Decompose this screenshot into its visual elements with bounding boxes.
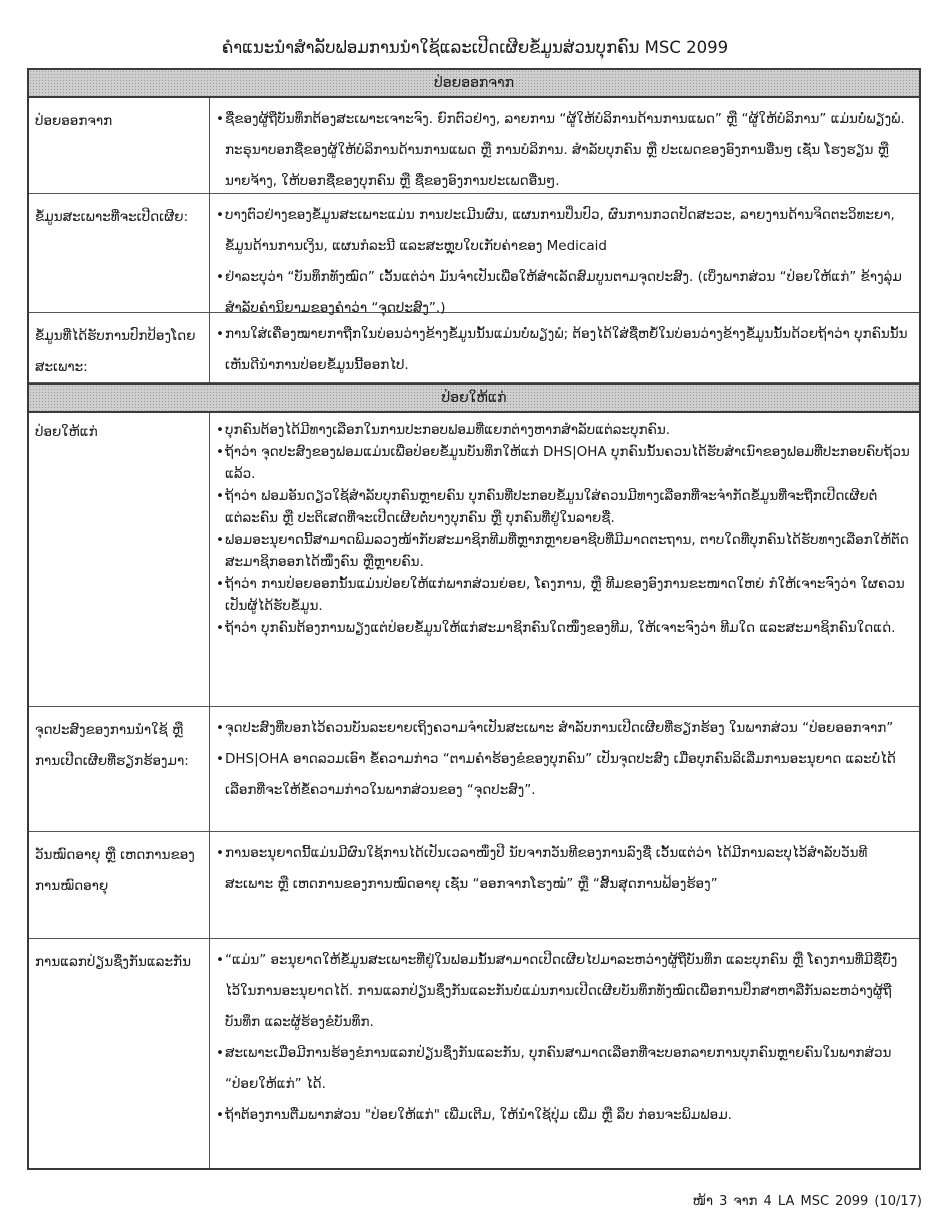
bullet-item: • ຖ້າວ່າ ຟອມອັນດຽວໃຊ້ສຳລັບບຸກຄົນຫຼາຍຄົນ ບຸກຄົນທີ່ປະກອບຂໍ້ມູນໃສ່ຄວນມີທາງເລືອກທີ່ຈະຈຳກັດຂໍ້ມູນທີ່ຈະຖືກເປີດເຜີຍຕໍ່ແຕ່ລະຄົນ ຫຼື ປະຕິເສດທີ່ຈະເປີດເຜີຍຕໍ່ບາງບຸກຄົນ ຫຼື ບຸກຄົນທີ່ຢູ່ໃນລາຍຊື່. — [216, 485, 911, 529]
section-header-release-from: ປ່ອຍອອກຈາກ — [29, 70, 919, 98]
row-body — [210, 413, 919, 706]
row-body — [210, 98, 919, 193]
row-protected-info — [29, 313, 919, 383]
bullet-item: • ການອະນຸຍາດນີ້ແມ່ນມີຜົນໃຊ້ການໄດ້ເປັນເວລາໜຶ່ງປີ ນັບຈາກວັນທີຂອງການລົງຊື່ ເວັ້ນແຕ່ວ່າ ໄດ້ມີການລະບຸໄວ້ສຳລັບວັນທີສະເພາະ ຫຼື ເຫດການຂອງການໝົດອາຍຸ ເຊັ່ນ “ອອກຈາກໂຮງໝໍ” ຫຼື “ສິ້ນສຸດການຟ້ອງຮ້ອງ” — [216, 838, 911, 900]
bullet-item: • ຈຸດປະສົງທີ່ບອກໄວ້ຄວນບັນລະຍາຍເຖິງຄວາມຈຳເປັນສະເພາະ ສຳລັບການເປີດເຜີຍທີ່ຮຽກຮ້ອງ ໃນພາກສ່ວນ “ປ່ອຍອອກຈາກ” — [216, 713, 911, 744]
instructions-table — [27, 68, 921, 1170]
bullet-item: • “ແມ່ນ” ອະນຸຍາດໃຫ້ຂໍ້ມູນສະເພາະທີ່ຢູ່ໃນຟອມນັ້ນສາມາດເປີດເຜີຍໄປມາລະຫວ່າງຜູ້ຖືບັນທຶກ ແລະບຸກຄົນ ຫຼື ໂຄງການທີ່ມີຊື່ບົ່ງໄວ້ໃນການອະນຸຍາດໄດ້. ການແລກປ່ຽນຊຶ່ງກັນແລະກັນບໍ່ແມ່ນການເປີດເຜີຍບັນທຶກທັງໝົດເພື່ອການປຶກສາຫາລືກັນລະຫວ່າງຜູ້ຖືບັນທຶກ ແລະຜູ້ຮ້ອງຂໍບັນທຶກ. — [216, 945, 911, 1038]
bullet-item: • ບຸກຄົນຕ້ອງໄດ້ມີທາງເລືອກໃນການປະກອບຟອມທີ່ແຍກຕ່າງຫາກສຳລັບແຕ່ລະບຸກຄົນ. — [216, 419, 911, 441]
row-body — [210, 832, 919, 938]
row-release-from — [29, 98, 919, 194]
row-body — [210, 194, 919, 316]
bullet-item: • ຢ່າລະບຸວ່າ “ບັນທຶກທັງໝົດ” ເວັ້ນແຕ່ວ່າ ມັນຈຳເປັນເພື່ອໃຫ້ສຳເລັດສົມບູນຕາມຈຸດປະສົງ. (ເບິ່ງພາກສ່ວນ “ປ່ອຍໃຫ້ແກ່” ຂ້າງລຸ່ມສຳລັບຄຳນິຍາມຂອງຄຳວ່າ “ຈຸດປະສົງ”.) — [216, 262, 911, 324]
row-body — [210, 707, 919, 831]
row-label: ການແລກປ່ຽນຊຶ່ງກັນແລະກັນ — [29, 939, 210, 1168]
row-reciprocal — [29, 939, 919, 1168]
row-specific-info — [29, 194, 919, 316]
bullet-item: • ຊື່ຂອງຜູ້ຖືບັນທຶກຕ້ອງສະເພາະເຈາະຈົງ. ຍົກຕົວຢ່າງ, ລາຍການ “ຜູ້ໃຫ້ບໍລິການດ້ານການແພດ” ຫຼື “ຜູ້ໃຫ້ບໍລິການ” ແມ່ນບໍ່ພຽງພໍ. ກະຣຸນາບອກຊື່ຂອງຜູ້ໃຫ້ບໍລິການດ້ານການແພດ ຫຼື ການບໍລິການ. ສຳລັບບຸກຄົນ ຫຼື ປະເພດຂອງອົງການອື່ນໆ ເຊັ່ນ ໂຮງຮຽນ ຫຼື ນາຍຈ້າງ, ໃຫ້ບອກຊື່ຂອງບຸກຄົນ ຫຼື ຊື່ຂອງອົງການປະເພດອື່ນໆ. — [216, 104, 911, 197]
row-body — [210, 313, 919, 382]
row-expiration — [29, 832, 919, 939]
row-release-to — [29, 413, 919, 707]
page-footer: ໜ້າ 3 ຈາກ 4 LA MSC 2099 (10/17) — [692, 1194, 922, 1209]
row-body — [210, 939, 919, 1168]
page-title: ຄຳແນະນຳສຳລັບຟອມການນຳໃຊ້ແລະເປີດເຜີຍຂໍ້ມູນສ່ວນບຸກຄົນ MSC 2099 — [221, 38, 729, 57]
bullet-item: • ບາງຕົວຢ່າງຂອງຂໍ້ມູນສະເພາະແມ່ນ ການປະເມີນຜົນ, ແຜນການປິ່ນປົວ, ຜົນການກວດປັດສະວະ, ລາຍງານດ້ານຈິດຕະວິທະຍາ, ຂໍ້ມູນດ້ານການເງິນ, ແຜນກໍລະນີ ແລະສະຫຼຸບໃບເກັບຄ່າຂອງ Medicaid — [216, 200, 911, 262]
row-purpose — [29, 707, 919, 832]
bullet-item: • ສະເພາະເມື່ອມີການຮ້ອງຂໍການແລກປ່ຽນຊຶ່ງກັນແລະກັນ, ບຸກຄົນສາມາດເລືອກທີ່ຈະບອກລາຍການບຸກຄົນຫຼາຍຄົນໃນພາກສ່ວນ “ປ່ອຍໃຫ້ແກ່” ໄດ້. — [216, 1038, 911, 1100]
row-label: ຂໍ້ມູນສະເພາະທີ່ຈະເປີດເຜີຍ: — [29, 194, 210, 312]
bullet-item: • ຖ້າຕ້ອງການຕື່ມພາກສ່ວນ "ປ່ອຍໃຫ້ແກ່" ເພີ່ມເຕີມ, ໃຫ້ນຳໃຊ້ປຸ່ມ ເພີ່ມ ຫຼື ລຶບ ກ່ອນຈະພິມຟອມ. — [216, 1100, 911, 1131]
bullet-item: • ການໃສ່ເຄື່ອງໝາຍກາຖືກໃນບ່ອນວ່າງຂ້າງຂໍ້ມູນນັ້ນແມ່ນບໍ່ພຽງພໍ; ຕ້ອງໄດ້ໃສ່ຊື່ຫຍໍ້ໃນບ່ອນວ່າງຂ້າງຂໍ້ມູນນັ້ນດ້ວຍຖ້າວ່າ ບຸກຄົນນັ້ນເຫັນດີນຳການປ່ອຍຂໍ້ມູນນີ້ອອກໄປ. — [216, 319, 911, 381]
row-label: ຈຸດປະສົງຂອງການນຳໃຊ້ ຫຼື ການເປີດເຜີຍທີ່ຮຽກຮ້ອງມາ: — [29, 707, 210, 831]
row-label: ປ່ອຍໃຫ້ແກ່ — [29, 413, 210, 706]
bullet-item: • DHS|OHA ອາດລວມເອົາ ຂໍ້ຄວາມກ່າວ “ຕາມຄຳຮ້ອງຂໍຂອງບຸກຄົນ” ເປັນຈຸດປະສົງ ເມື່ອບຸກຄົນລິເລີ່ມການອະນຸຍາດ ແລະບໍ່ໄດ້ເລືອກທີ່ຈະໃຫ້ຂໍ້ຄວາມກ່າວໃນພາກສ່ວນຂອງ “ຈຸດປະສົງ”. — [216, 744, 911, 806]
bullet-item: • ຖ້າວ່າ ການປ່ອຍອອກນັ້ນແມ່ນປ່ອຍໃຫ້ແກ່ພາກສ່ວນຍ່ອຍ, ໂຄງການ, ຫຼື ທີມຂອງອົງການຂະໜາດໃຫຍ່ ກໍໃຫ້ເຈາະຈົງວ່າ ໃຜຄວນເປັນຜູ້ໄດ້ຮັບຂໍ້ມູນ. — [216, 573, 911, 617]
bullet-item: • ຖ້າວ່າ ບຸກຄົນຕ້ອງການພຽງແຕ່ປ່ອຍຂໍ້ມູນໃຫ້ແກ່ສະມາຊິກຄົນໃດໜຶ່ງຂອງທີມ, ໃຫ້ເຈາະຈົງວ່າ ທີມໃດ ແລະສະມາຊິກຄົນໃດແດ່. — [216, 617, 911, 639]
bullet-item: • ຟອມອະນຸຍາດນີ້ສາມາດພິມລວງໜ້າກັບສະມາຊິກທີມທີ່ຫຼາກຫຼາຍອາຊີບທີ່ມີມາດຕະຖານ, ຕາບໃດທີ່ບຸກຄົນໄດ້ຮັບທາງເລືອກໃຫ້ຕັດສະມາຊິກອອກໄດ້ໜຶ່ງຄົນ ຫຼືຫຼາຍຄົນ. — [216, 529, 911, 573]
row-label: ວັນໝົດອາຍຸ ຫຼື ເຫດການຂອງການໝົດອາຍຸ — [29, 832, 210, 938]
row-label: ຂໍ້ມູນທີ່ໄດ້ຮັບການປົກປ້ອງໂດຍສະເພາະ: — [29, 313, 210, 382]
row-label: ປ່ອຍອອກຈາກ — [29, 98, 210, 193]
section-header-release-to: ປ່ອຍໃຫ້ແກ່ — [29, 383, 919, 413]
bullet-item: • ຖ້າວ່າ ຈຸດປະສົງຂອງຟອມແມ່ນເພື່ອປ່ອຍຂໍ້ມູນບັນທຶກໃຫ້ແກ່ DHS|OHA ບຸກຄົນນັ້ນຄວນໄດ້ຮັບສຳເນົາຂອງຟອມທີ່ປະກອບຄົບຖ້ວນແລ້ວ. — [216, 441, 911, 485]
